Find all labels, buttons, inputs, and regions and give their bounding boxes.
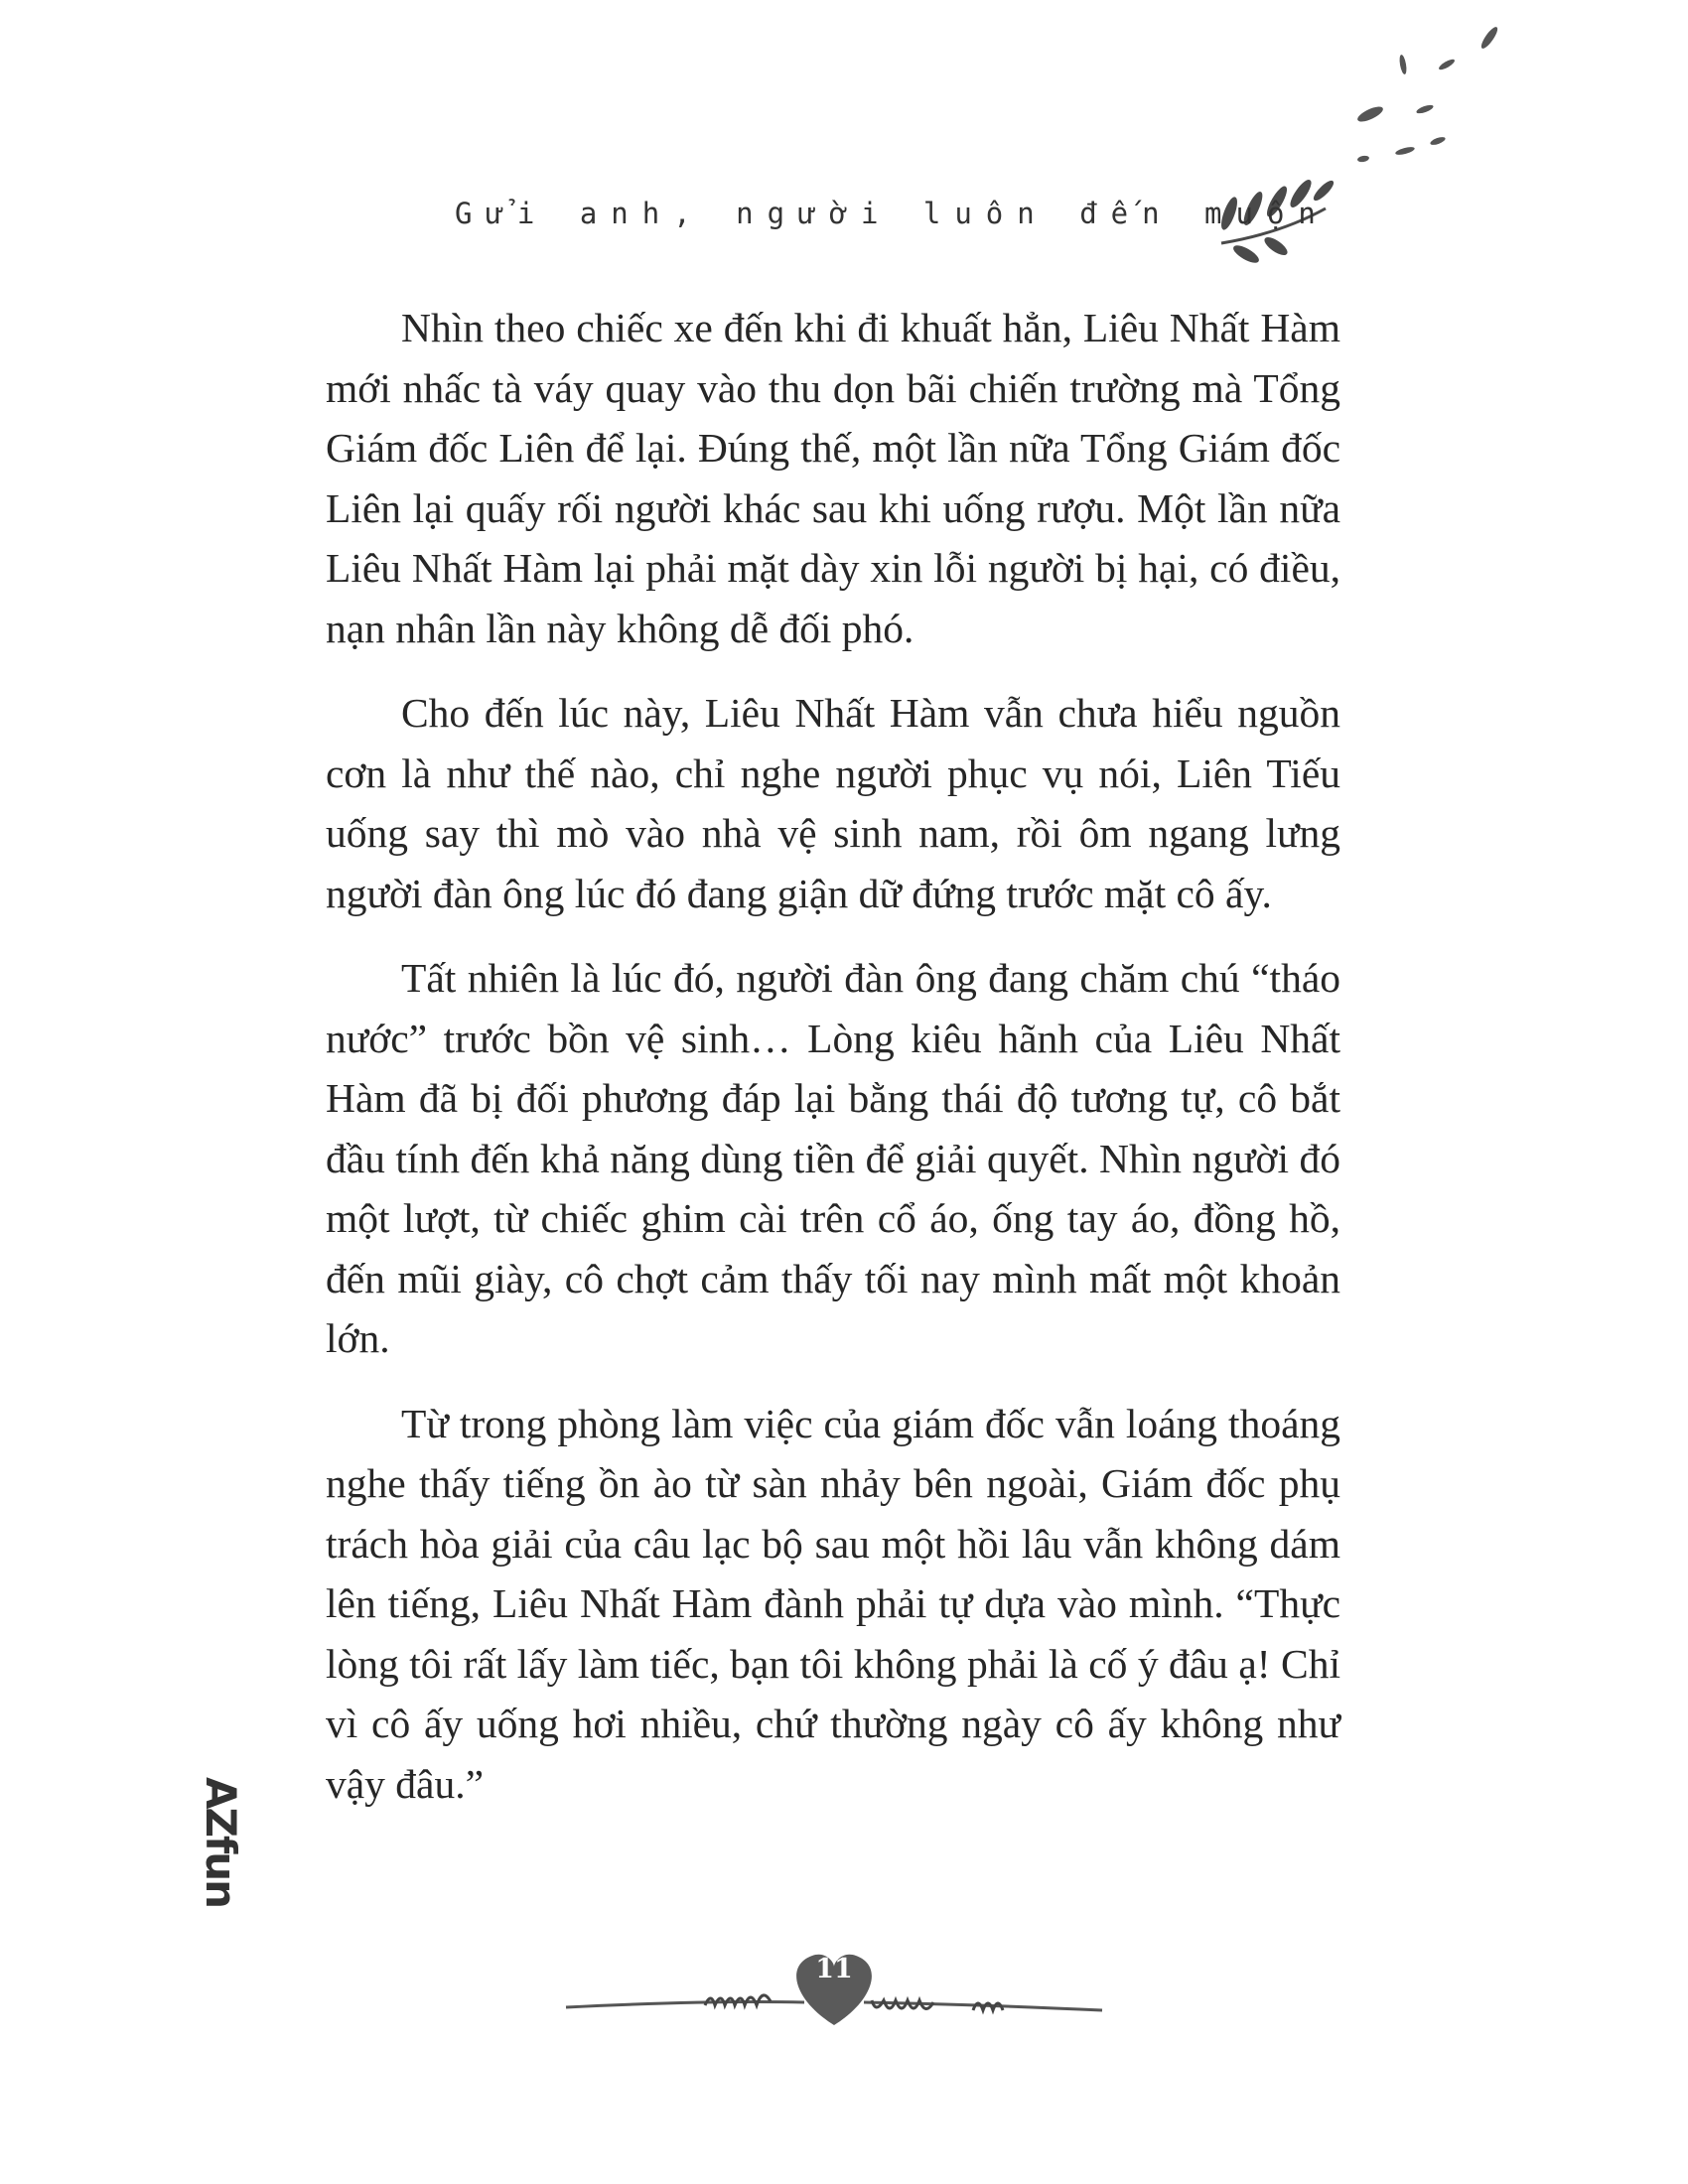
running-header-title: Gửi anh, người luôn đến muộn	[455, 197, 1330, 230]
paragraph: Nhìn theo chiếc xe đến khi đi khuất hẳn, Liêu Nhất Hàm mới nhấc tà váy quay vào thu dọn bãi chiến trường mà Tổng Giám đốc Liên để lại. Đúng thế, một lần nữa Tổng Giám đốc Liên lại quấy rối người khác sau khi uống rượu. Một lần nữa Liêu Nhất Hàm lại phải mặt dày xin lỗi người bị hại, có điều, nạn nhân lần này không dễ đối phó.	[326, 305, 1340, 651]
paragraph: Tất nhiên là lúc đó, người đàn ông đang chăm chú “tháo nước” trước bồn vệ sinh… Lòng kiêu hãnh của Liêu Nhất Hàm đã bị đối phương đáp lại bằng thái độ tương tự, cô bắt đầu tính đến khả năng dùng tiền để giải quyết. Nhìn người đó một lượt, từ chiếc ghim cài trên cổ áo, ống tay áo, đồng hồ, đến mũi giày, cô chợt cảm thấy tối nay mình mất một khoản lớn.	[326, 955, 1340, 1361]
svg-text:AZfun: AZfun	[197, 1777, 245, 1908]
heart-vine-icon	[556, 1931, 1112, 2040]
page-number: 11	[815, 1954, 853, 1984]
paragraph: Từ trong phòng làm việc của giám đốc vẫn loáng thoáng nghe thấy tiếng ồn ào từ sàn nhảy bên ngoài, Giám đốc phụ trách hòa giải của câu lạc bộ sau một hồi lâu vẫn không dám lên tiếng, Liêu Nhất Hàm đành phải tự dựa vào mình. “Thực lòng tôi rất lấy làm tiếc, bạn tôi không phải là cố ý đâu ạ! Chỉ vì cô ấy uống hơi nhiều, chứ thường ngày cô ấy không như vậy đâu.”	[326, 1400, 1340, 1807]
paragraph: Cho đến lúc này, Liêu Nhất Hàm vẫn chưa hiểu nguồn cơn là như thế nào, chỉ nghe người phục vụ nói, Liên Tiếu uống say thì mò vào nhà vệ sinh nam, rồi ôm ngang lưng người đàn ông lúc đó đang giận dữ đứng trước mặt cô ấy.	[326, 690, 1340, 916]
body-text	[326, 298, 1340, 1839]
publisher-logo-icon	[159, 1767, 245, 1916]
